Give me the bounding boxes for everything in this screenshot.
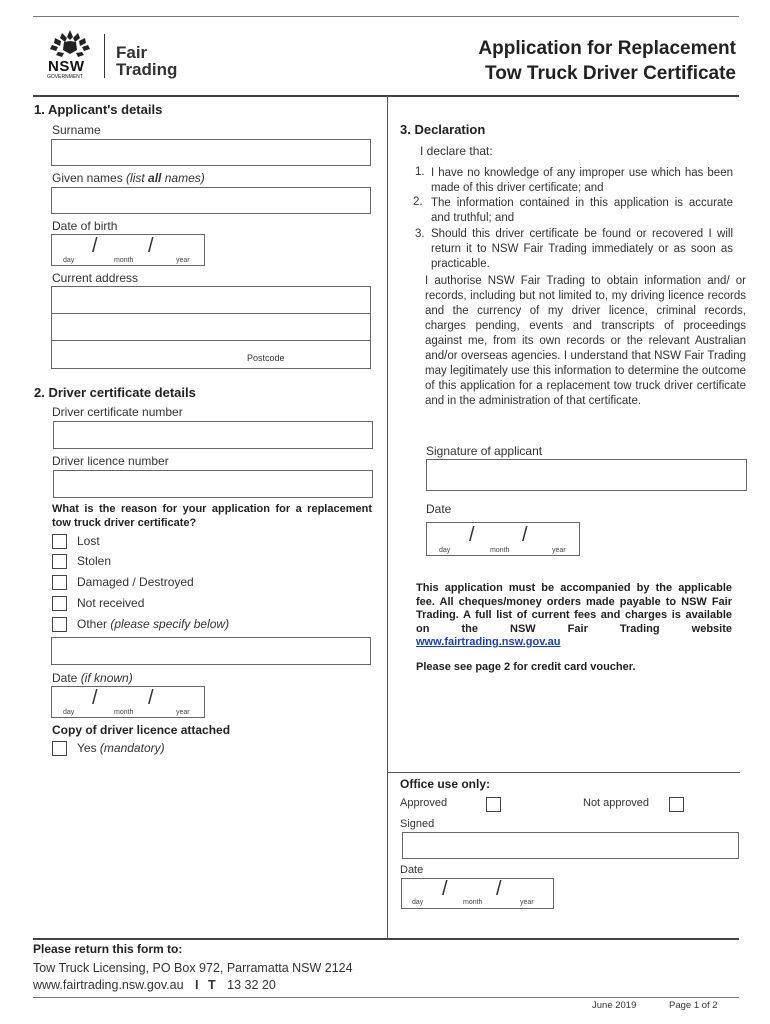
lost-checkbox[interactable] (52, 534, 67, 549)
footer-page: Page 1 of 2 (669, 1000, 718, 1011)
office-date-slash-2: / (496, 878, 502, 900)
footer-phone-label: T (208, 978, 216, 992)
title-line-1: Application for Replacement (478, 38, 736, 59)
footer-date: June 2019 (592, 1000, 637, 1011)
postcode-label: Postcode (247, 353, 285, 363)
footer-rule (33, 938, 739, 940)
signed-label: Signed (400, 818, 435, 830)
return-heading: Please return this form to: (33, 942, 183, 956)
section3-heading: 3. Declaration (400, 122, 486, 137)
licence-number-input[interactable] (53, 470, 373, 498)
decl-date-slash-2: / (522, 524, 528, 546)
waratah-icon (44, 28, 96, 60)
decl-num-2: 2. (413, 196, 423, 208)
office-date-month: month (463, 899, 483, 906)
given-names-italic-a: (list (126, 171, 149, 185)
signed-input[interactable] (402, 832, 739, 859)
decl-date-month: month (490, 547, 510, 554)
logo-fair: Fair (116, 43, 148, 62)
decl-text-2: The information contained in this application is accurate and truthful; and (431, 197, 733, 224)
decl-date-year: year (552, 547, 566, 554)
not-received-label: Not received (77, 596, 145, 610)
decl-text-3: Should this driver certificate be found or recovered I will return it to NSW Fair Trading immediately or as soon as practicable. (431, 228, 733, 270)
given-names-text: Given names (52, 171, 127, 185)
not-received-checkbox[interactable] (52, 596, 67, 611)
dob-day: day (63, 257, 75, 264)
footer-website: www.fairtrading.nsw.gov.au (33, 978, 184, 992)
decl-num-1: 1. (415, 166, 425, 178)
office-heading: Office use only: (400, 777, 491, 791)
footer-phone: 13 32 20 (227, 978, 276, 992)
decl-num-3: 3. (415, 228, 425, 240)
dob-label: Date of birth (52, 219, 118, 233)
footer-contact (33, 978, 276, 992)
address-label: Current address (52, 271, 139, 285)
nsw-logo (44, 28, 96, 78)
credit-card-note: Please see page 2 for credit card voucher. (416, 661, 636, 673)
stolen-checkbox[interactable] (52, 554, 67, 569)
decl-date-slash-1: / (469, 524, 475, 546)
fee-website-link[interactable]: www.fairtrading.nsw.gov.au (416, 636, 561, 648)
section2-heading: 2. Driver certificate details (34, 385, 196, 400)
top-rule (33, 16, 739, 17)
logo-trading: Trading (116, 60, 178, 79)
given-names-input[interactable] (51, 187, 371, 214)
licence-number-label: Driver licence number (52, 454, 169, 468)
signature-label: Signature of applicant (426, 444, 543, 458)
surname-label: Surname (52, 123, 101, 137)
date-known-month: month (114, 709, 134, 716)
cert-number-input[interactable] (53, 421, 373, 449)
approved-label: Approved (400, 797, 448, 809)
footer-sep: I (195, 978, 199, 992)
office-date-day: day (412, 899, 424, 906)
declare-label: I declare that: (420, 144, 493, 158)
return-address: Tow Truck Licensing, PO Box 972, Parramatta NSW 2124 (33, 961, 353, 975)
other-italic: (please specify below) (110, 617, 230, 631)
decl-date-day: day (439, 547, 451, 554)
damaged-label: Damaged / Destroyed (77, 575, 194, 589)
approved-checkbox[interactable] (486, 797, 501, 812)
address-line-3[interactable] (51, 340, 371, 369)
bottom-rule (33, 997, 739, 998)
cert-number-label: Driver certificate number (52, 405, 183, 419)
other-specify-input[interactable] (51, 637, 371, 665)
section1-heading: 1. Applicant's details (34, 102, 163, 117)
dob-year: year (176, 257, 190, 264)
yes-italic: (mandatory) (99, 741, 165, 755)
date-known-italic: (if known) (80, 671, 133, 685)
date-known-day: day (63, 709, 75, 716)
address-line-2[interactable] (51, 313, 371, 341)
dob-month: month (114, 257, 134, 264)
not-approved-label: Not approved (583, 797, 650, 809)
title-line-2: Tow Truck Driver Certificate (485, 63, 736, 84)
not-approved-checkbox[interactable] (669, 797, 684, 812)
logo-nsw-text: NSW (48, 58, 85, 75)
other-checkbox[interactable] (52, 617, 67, 632)
date-known-text: Date (52, 671, 81, 685)
dob-slash-1: / (92, 235, 98, 257)
authorise-text: I authorise NSW Fair Trading to obtain information and/ or records, including but not limited to, my driving licence records and the currency of my driver licence, criminal records, charges pending, events and transcripts of proceedings against me, from its own records or the relevant Australian and/or overseas agencies. I understand that NSW Fair Trading may legitimately use this information to determine the outcome of this application for a replacement tow truck driver certificate and in the administration of that certificate. (425, 275, 746, 407)
logo-gov-text: GOVERNMENT (47, 74, 83, 80)
date-known-label (52, 671, 133, 685)
office-date-slash-1: / (442, 878, 448, 900)
surname-input[interactable] (51, 139, 371, 166)
date-known-year: year (176, 709, 190, 716)
date-known-slash-1: / (92, 687, 98, 709)
given-names-label (52, 171, 205, 185)
other-text: Other (77, 617, 111, 631)
lost-label: Lost (77, 534, 100, 548)
stolen-label: Stolen (77, 554, 112, 568)
copy-heading: Copy of driver licence attached (52, 723, 231, 737)
damaged-checkbox[interactable] (52, 575, 67, 590)
reason-question: What is the reason for your application for a replacement tow truck driver certificate? (52, 503, 372, 529)
office-date-label: Date (400, 864, 424, 876)
date-known-slash-2: / (148, 687, 154, 709)
column-divider (387, 96, 388, 939)
header-rule (33, 95, 739, 97)
fee-notice (416, 582, 732, 650)
fee-notice-text: This application must be accompanied by the applicable fee. All cheques/money orders made payable to NSW Fair Trading. A full list of current fees and charges is available on the NSW Fair Trading website (416, 582, 732, 635)
signature-input[interactable] (426, 459, 747, 491)
yes-checkbox[interactable] (52, 741, 67, 756)
office-rule (388, 772, 740, 773)
yes-text: Yes (77, 741, 100, 755)
decl-text-1: I have no knowledge of any improper use which has been made of this driver certificate; and (431, 167, 733, 194)
given-names-italic-b: names) (161, 171, 205, 185)
address-line-1[interactable] (51, 286, 371, 314)
decl-date-label: Date (426, 502, 452, 516)
office-date-year: year (520, 899, 534, 906)
dob-slash-2: / (148, 235, 154, 257)
logo-divider (104, 34, 105, 78)
other-label (77, 617, 229, 631)
page-title (478, 36, 736, 86)
given-names-bold: all (148, 171, 162, 185)
yes-label (77, 741, 165, 755)
